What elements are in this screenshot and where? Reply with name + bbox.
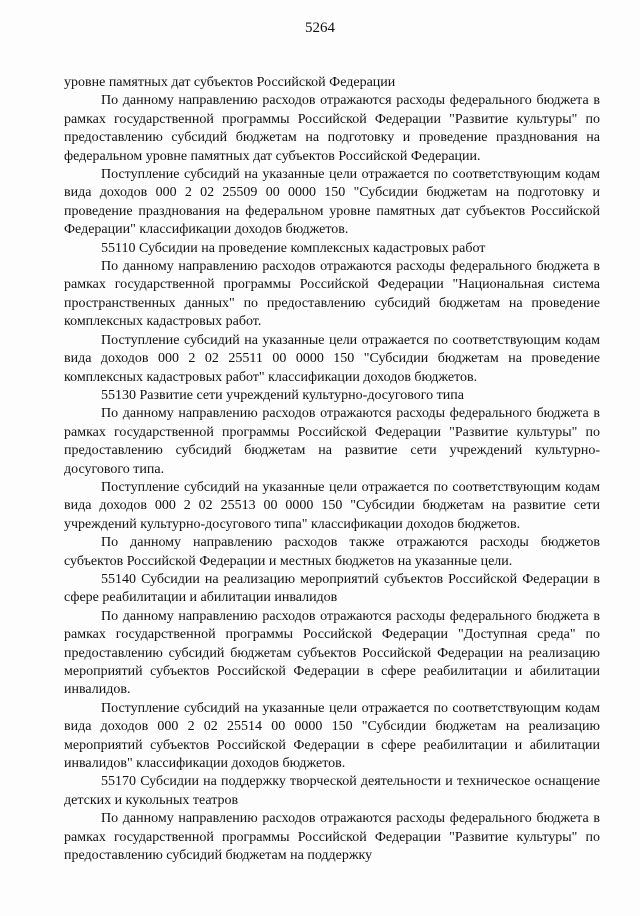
paragraph-income-25509: Поступление субсидий на указанные цели отражается по соответствующим кодам вида доходов 000 2 02 25509 00 0000 150 "Субсидии бюджетам на подготовку и проведение празднования на федеральном уровне памятных дат субъектов Российской Федерации" классификации доходов бюджетов.	[64, 167, 600, 238]
paragraph-income-25513: Поступление субсидий на указанные цели отражается по соответствующим кодам вида доходов 000 2 02 25513 00 0000 150 "Субсидии бюджетам на развитие сети учреждений культурно-досугового типа" классификации доходов бюджетов.	[64, 479, 600, 532]
paragraph-expenses-culture-network: По данному направлению расходов отражаются расходы федерального бюджета в рамках государственной программы Российской Федерации "Развитие культуры" по предоставлению субсидий бюджетам на развитие сети учреждений культурно-досугового типа.	[64, 406, 600, 477]
document-body	[64, 74, 600, 865]
paragraph-regional-budgets: По данному направлению расходов также отражаются расходы бюджетов субъектов Российской Федерации и местных бюджетов на указанные цели.	[64, 535, 600, 569]
paragraph-expenses-memorial-dates: По данному направлению расходов отражаются расходы федерального бюджета в рамках государственной программы Российской Федерации "Развитие культуры" по предоставлению субсидий бюджетам на подготовку и проведение празднования на федеральном уровне памятных дат субъектов Российской Федерации.	[64, 93, 600, 164]
heading-55170: 55170 Субсидии на поддержку творческой деятельности и техническое оснащение детских и кукольных театров	[64, 774, 600, 808]
paragraph-income-25511: Поступление субсидий на указанные цели отражается по соответствующим кодам вида доходов 000 2 02 25511 00 0000 150 "Субсидии бюджетам на проведение комплексных кадастровых работ" классификации доходов бюджетов.	[64, 332, 600, 385]
paragraph-expenses-theatres: По данному направлению расходов отражаются расходы федерального бюджета в рамках государственной программы Российской Федерации "Развитие культуры" по предоставлению субсидий бюджетам на поддержку	[64, 811, 600, 864]
page-number: 5264	[305, 20, 335, 36]
heading-55140: 55140 Субсидии на реализацию мероприятий субъектов Российской Федерации в сфере реабилитации и абилитации инвалидов	[64, 571, 600, 606]
heading-55110: 55110 Субсидии на проведение комплексных кадастровых работ	[101, 240, 486, 256]
paragraph-expenses-cadastral: По данному направлению расходов отражаются расходы федерального бюджета в рамках государственной программы Российской Федерации "Национальная система пространственных данных" по предоставлению субсидий бюджетам на проведение комплексных кадастровых работ.	[64, 259, 600, 330]
paragraph-continuation: уровне памятных дат субъектов Российской Федерации	[64, 75, 396, 90]
paragraph-income-25514: Поступление субсидий на указанные цели отражается по соответствующим кодам вида доходов 000 2 02 25514 00 0000 150 "Субсидии бюджетам на реализацию мероприятий субъектов Российской Федерации в сфере реабилитации и абилитации инвалидов" классификации доходов бюджетов.	[64, 700, 600, 772]
heading-55130: 55130 Развитие сети учреждений культурно-досугового типа	[101, 387, 464, 403]
paragraph-expenses-accessible-environment: По данному направлению расходов отражаются расходы федерального бюджета в рамках государственной программы Российской Федерации "Доступная среда" по предоставлению субсидий бюджетам субъектов Российской Федерации на реализацию мероприятий субъектов Российской Федерации в сфере реабилитации и абилитации инвалидов.	[64, 608, 600, 698]
